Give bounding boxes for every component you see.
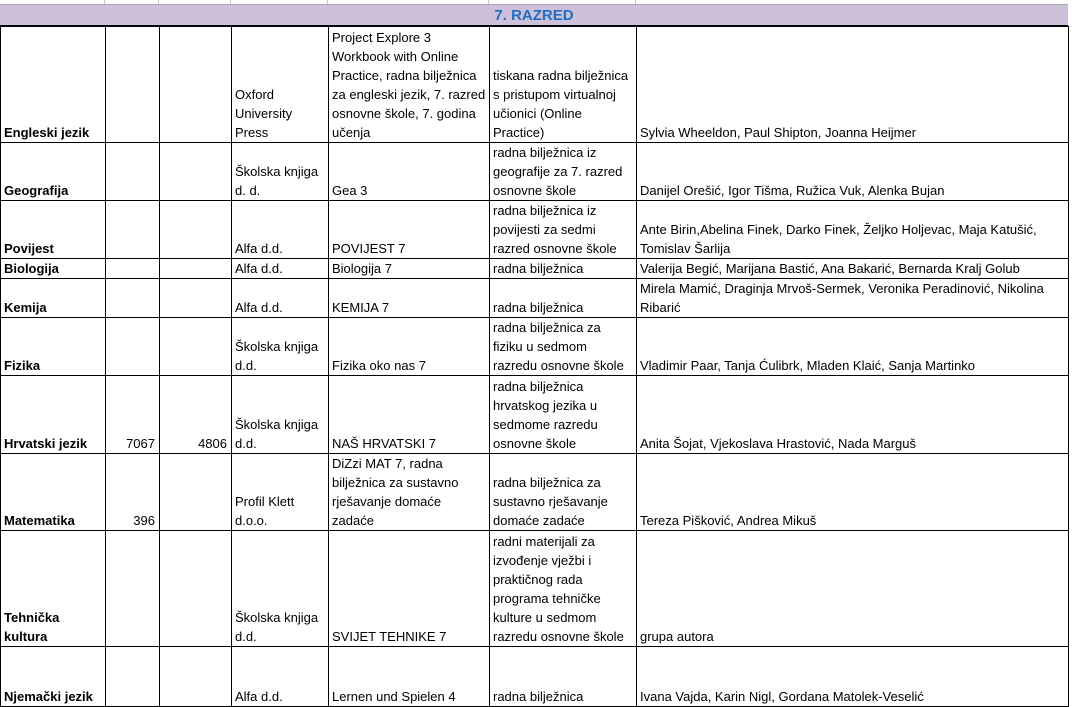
- title-cell[interactable]: POVIJEST 7: [329, 201, 490, 259]
- publisher-cell[interactable]: Školska knjiga d.d.: [232, 376, 329, 454]
- authors-cell[interactable]: Ante Birin,Abelina Finek, Darko Finek, Željko Holjevac, Maja Katušić, Tomislav Šarlija: [637, 201, 1069, 259]
- authors-cell[interactable]: Valerija Begić, Marijana Bastić, Ana Bakarić, Bernarda Kralj Golub: [637, 259, 1069, 279]
- title-cell[interactable]: SVIJET TEHNIKE 7: [329, 531, 490, 647]
- table-row: [1, 318, 1069, 376]
- publisher-cell[interactable]: Alfa d.d.: [232, 201, 329, 259]
- type-cell[interactable]: radni materijali za izvođenje vježbi i praktičnog rada programa tehničke kulture u sedmom razredu osnovne škole: [490, 531, 637, 647]
- subject-cell[interactable]: Biologija: [1, 259, 106, 279]
- subject-cell[interactable]: Matematika: [1, 454, 106, 531]
- publisher-cell[interactable]: Alfa d.d.: [232, 279, 329, 318]
- code-cell[interactable]: [106, 279, 160, 318]
- table-row: [1, 454, 1069, 531]
- title-cell[interactable]: Biologija 7: [329, 259, 490, 279]
- title-cell[interactable]: Lernen und Spielen 4: [329, 647, 490, 707]
- workbook-table: [0, 26, 1069, 707]
- grade-header[interactable]: 7. RAZRED: [0, 4, 1068, 26]
- table-row: [1, 143, 1069, 201]
- subject-cell[interactable]: Fizika: [1, 318, 106, 376]
- type-cell[interactable]: tiskana radna bilježnica s pristupom virtualnoj učionici (Online Practice): [490, 27, 637, 143]
- title-cell[interactable]: Fizika oko nas 7: [329, 318, 490, 376]
- code-cell[interactable]: [106, 647, 160, 707]
- title-cell[interactable]: Project Explore 3 Workbook with Online Practice, radna bilježnica za engleski jezik, 7. razred osnovne škole, 7. godina učenja: [329, 27, 490, 143]
- code-cell[interactable]: [160, 259, 232, 279]
- code-cell[interactable]: [160, 27, 232, 143]
- code-cell[interactable]: [160, 279, 232, 318]
- code-cell[interactable]: [160, 454, 232, 531]
- code-cell[interactable]: [106, 27, 160, 143]
- table-row: [1, 647, 1069, 707]
- table-row: [1, 259, 1069, 279]
- code-cell[interactable]: [160, 531, 232, 647]
- code-cell[interactable]: [106, 143, 160, 201]
- subject-cell[interactable]: Njemački jezik: [1, 647, 106, 707]
- title-cell[interactable]: NAŠ HRVATSKI 7: [329, 376, 490, 454]
- publisher-cell[interactable]: Školska knjiga d.d.: [232, 318, 329, 376]
- code-cell[interactable]: 4806: [160, 376, 232, 454]
- subject-cell[interactable]: Tehnička kultura: [1, 531, 106, 647]
- publisher-cell[interactable]: Alfa d.d.: [232, 259, 329, 279]
- table-row: [1, 27, 1069, 143]
- code-cell[interactable]: [106, 259, 160, 279]
- publisher-cell[interactable]: Alfa d.d.: [232, 647, 329, 707]
- table-row: [1, 531, 1069, 647]
- type-cell[interactable]: radna bilježnica za sustavno rješavanje domaće zadaće: [490, 454, 637, 531]
- publisher-cell[interactable]: Školska knjiga d. d.: [232, 143, 329, 201]
- title-cell[interactable]: Gea 3: [329, 143, 490, 201]
- type-cell[interactable]: radna bilježnica iz geografije za 7. razred osnovne škole: [490, 143, 637, 201]
- type-cell[interactable]: radna bilježnica: [490, 259, 637, 279]
- publisher-cell[interactable]: Školska knjiga d.d.: [232, 531, 329, 647]
- table-row: [1, 279, 1069, 318]
- code-cell[interactable]: 396: [106, 454, 160, 531]
- authors-cell[interactable]: Danijel Orešić, Igor Tišma, Ružica Vuk, Alenka Bujan: [637, 143, 1069, 201]
- title-cell[interactable]: DiZzi MAT 7, radna bilježnica za sustavno rješavanje domaće zadaće: [329, 454, 490, 531]
- table-row: [1, 376, 1069, 454]
- authors-cell[interactable]: grupa autora: [637, 531, 1069, 647]
- authors-cell[interactable]: Ivana Vajda, Karin Nigl, Gordana Matolek-Veselić: [637, 647, 1069, 707]
- type-cell[interactable]: radna bilježnica: [490, 647, 637, 707]
- title-cell[interactable]: KEMIJA 7: [329, 279, 490, 318]
- authors-cell[interactable]: Anita Šojat, Vjekoslava Hrastović, Nada Marguš: [637, 376, 1069, 454]
- authors-cell[interactable]: Tereza Pišković, Andrea Mikuš: [637, 454, 1069, 531]
- code-cell[interactable]: [106, 318, 160, 376]
- table-row: [1, 201, 1069, 259]
- subject-cell[interactable]: Geografija: [1, 143, 106, 201]
- type-cell[interactable]: radna bilježnica iz povijesti za sedmi razred osnovne škole: [490, 201, 637, 259]
- subject-cell[interactable]: Kemija: [1, 279, 106, 318]
- code-cell[interactable]: [160, 318, 232, 376]
- code-cell[interactable]: [106, 201, 160, 259]
- code-cell[interactable]: [106, 531, 160, 647]
- code-cell[interactable]: [160, 143, 232, 201]
- code-cell[interactable]: 7067: [106, 376, 160, 454]
- authors-cell[interactable]: Mirela Mamić, Draginja Mrvoš-Sermek, Veronika Peradinović, Nikolina Ribarić: [637, 279, 1069, 318]
- authors-cell[interactable]: Sylvia Wheeldon, Paul Shipton, Joanna Heijmer: [637, 27, 1069, 143]
- subject-cell[interactable]: Povijest: [1, 201, 106, 259]
- subject-cell[interactable]: Engleski jezik: [1, 27, 106, 143]
- publisher-cell[interactable]: Profil Klett d.o.o.: [232, 454, 329, 531]
- subject-cell[interactable]: Hrvatski jezik: [1, 376, 106, 454]
- type-cell[interactable]: radna bilježnica hrvatskog jezika u sedmome razredu osnovne škole: [490, 376, 637, 454]
- type-cell[interactable]: radna bilježnica za fiziku u sedmom razredu osnovne škole: [490, 318, 637, 376]
- code-cell[interactable]: [160, 201, 232, 259]
- authors-cell[interactable]: Vladimir Paar, Tanja Ćulibrk, Mladen Klaić, Sanja Martinko: [637, 318, 1069, 376]
- type-cell[interactable]: radna bilježnica: [490, 279, 637, 318]
- code-cell[interactable]: [160, 647, 232, 707]
- publisher-cell[interactable]: Oxford University Press: [232, 27, 329, 143]
